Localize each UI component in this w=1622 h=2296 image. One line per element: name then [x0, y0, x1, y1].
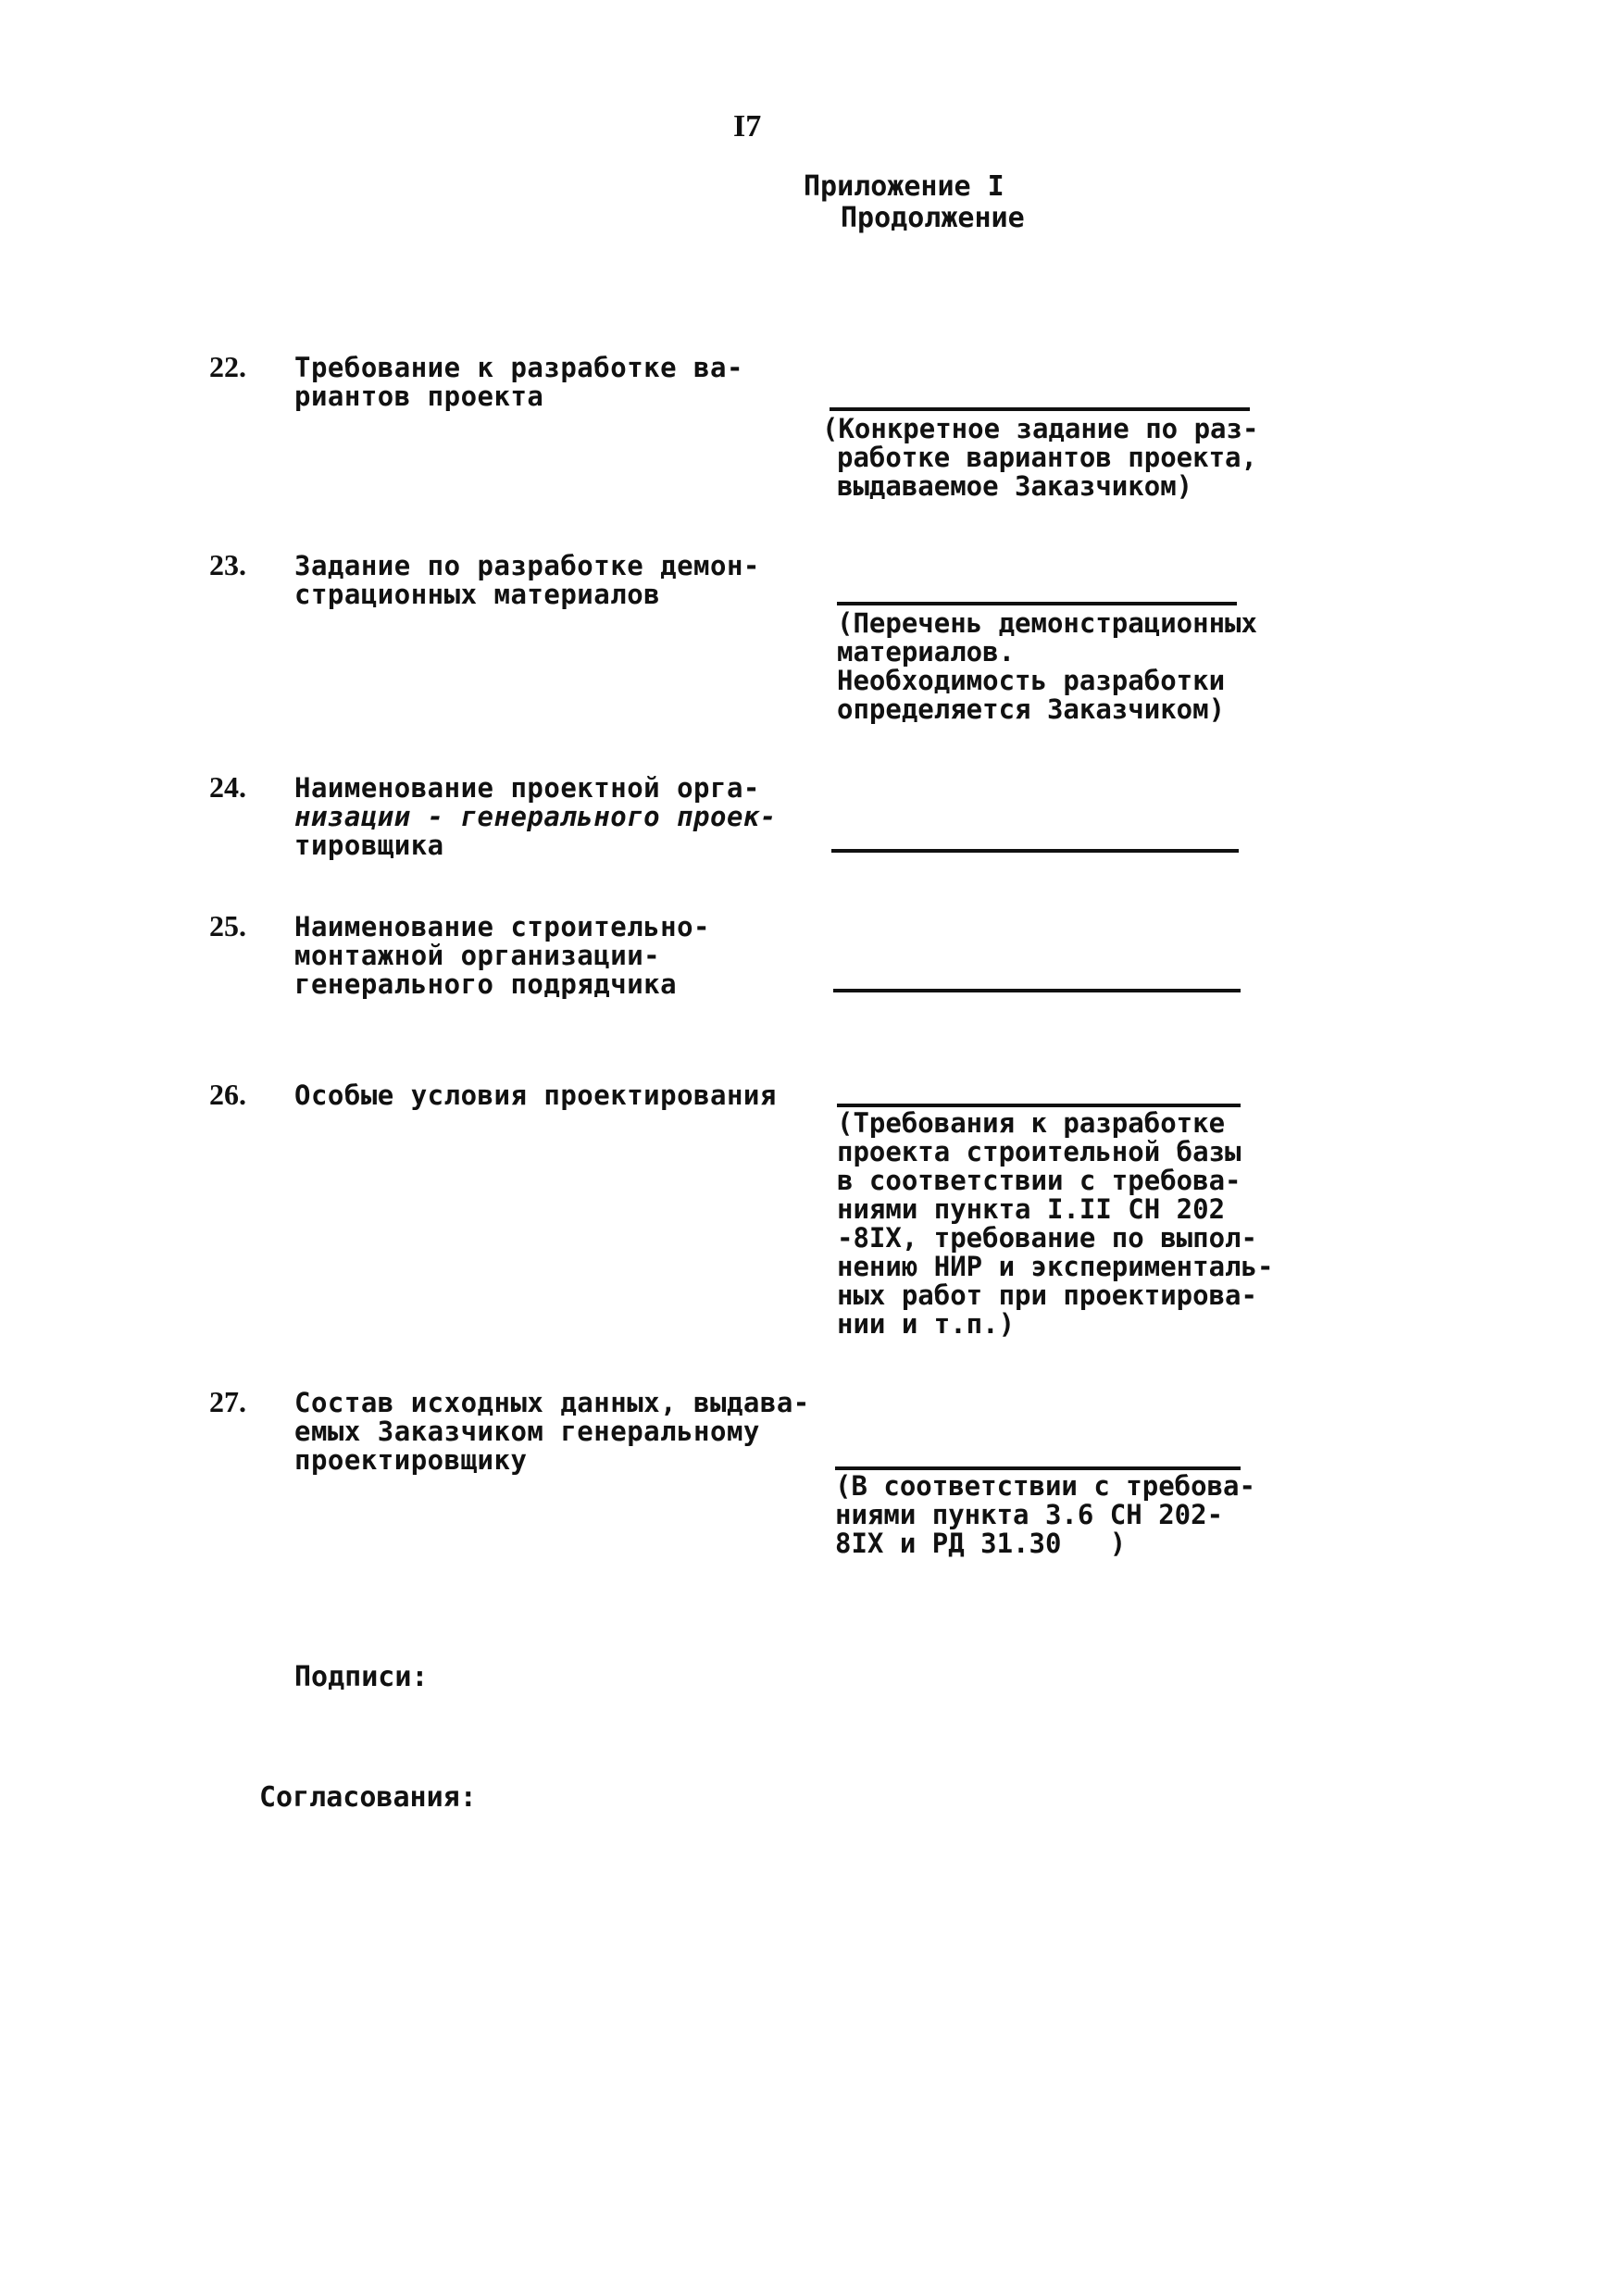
item-note-line: -8IX, требование по выпол-	[837, 1222, 1257, 1254]
item-note-line: 8IX и РД 31.30 )	[835, 1528, 1127, 1559]
item-note-line: работке вариантов проекта,	[837, 442, 1257, 473]
fill-in-line	[833, 989, 1241, 992]
item-title-line: низации - генерального проек-	[294, 801, 777, 832]
item-title-line: Состав исходных данных, выдава-	[294, 1387, 810, 1418]
item-note-line: (Требования к разработке	[837, 1107, 1226, 1139]
item-note-line: нии и т.п.)	[837, 1308, 1016, 1340]
item-title-line: тировщика	[294, 830, 444, 861]
item-note-line: ниями пункта 3.6 СН 202-	[835, 1499, 1224, 1530]
item-number: 24.	[209, 770, 246, 804]
item-note-line: (В соответствии с требова-	[835, 1470, 1255, 1502]
item-title-line: Наименование строительно-	[294, 911, 710, 942]
item-title	[294, 913, 822, 999]
item-title-line: проектировщику	[294, 1444, 528, 1476]
item-number: 23.	[209, 548, 246, 581]
item-note	[835, 1472, 1316, 1558]
item-title-line: генерального подрядчика	[294, 968, 678, 1000]
item-number: 27.	[209, 1385, 246, 1418]
item-number: 25.	[209, 909, 246, 942]
signatures-label: Подписи:	[294, 1661, 429, 1693]
item-title-line: страционных материалов	[294, 579, 661, 610]
item-title	[294, 1081, 822, 1110]
item-note-line: материалов.	[837, 636, 1016, 668]
item-title-line: риантов проекта	[294, 381, 544, 412]
item-title	[294, 354, 822, 411]
item-note	[837, 1109, 1355, 1339]
item-title	[294, 1389, 850, 1475]
item-note-line: Необходимость разработки	[837, 665, 1226, 696]
approvals-label: Согласования:	[259, 1781, 477, 1814]
fill-in-line	[831, 849, 1239, 853]
item-note-line: проекта строительной базы	[837, 1136, 1241, 1167]
item-note-line: ниями пункта I.II СН 202	[837, 1193, 1226, 1225]
item-number: 22.	[209, 350, 246, 383]
item-number: 26.	[209, 1078, 246, 1111]
item-title-line: емых Заказчиком генеральному	[294, 1416, 760, 1447]
fill-in-line	[830, 407, 1250, 411]
fill-in-line	[837, 602, 1237, 605]
appendix-header	[804, 171, 1025, 234]
item-note	[822, 415, 1304, 501]
item-title	[294, 552, 822, 609]
item-note-line: в соответствии с требова-	[837, 1165, 1241, 1196]
item-title-line: Требование к разработке ва-	[294, 352, 743, 383]
item-note-line: (Перечень демонстрационных	[837, 607, 1257, 639]
item-note-line: выдаваемое Заказчиком)	[837, 470, 1193, 502]
item-title-line: Задание по разработке демон-	[294, 550, 760, 581]
appendix-title: Приложение I	[804, 170, 1004, 203]
item-title-line: Особые условия проектирования	[294, 1079, 777, 1111]
item-note-line: нению НИР и эксперименталь-	[837, 1251, 1274, 1282]
item-note-line: (Конкретное задание по раз-	[822, 413, 1259, 444]
item-note	[837, 609, 1318, 724]
item-title-line: Наименование проектной орга-	[294, 772, 760, 804]
item-note-line: определяется Заказчиком)	[837, 693, 1226, 725]
item-note-line: ных работ при проектирова-	[837, 1279, 1257, 1311]
item-title	[294, 774, 822, 860]
page-number: I7	[733, 109, 762, 144]
item-title-line: монтажной организации-	[294, 940, 661, 971]
appendix-continuation: Продолжение	[841, 202, 1025, 234]
